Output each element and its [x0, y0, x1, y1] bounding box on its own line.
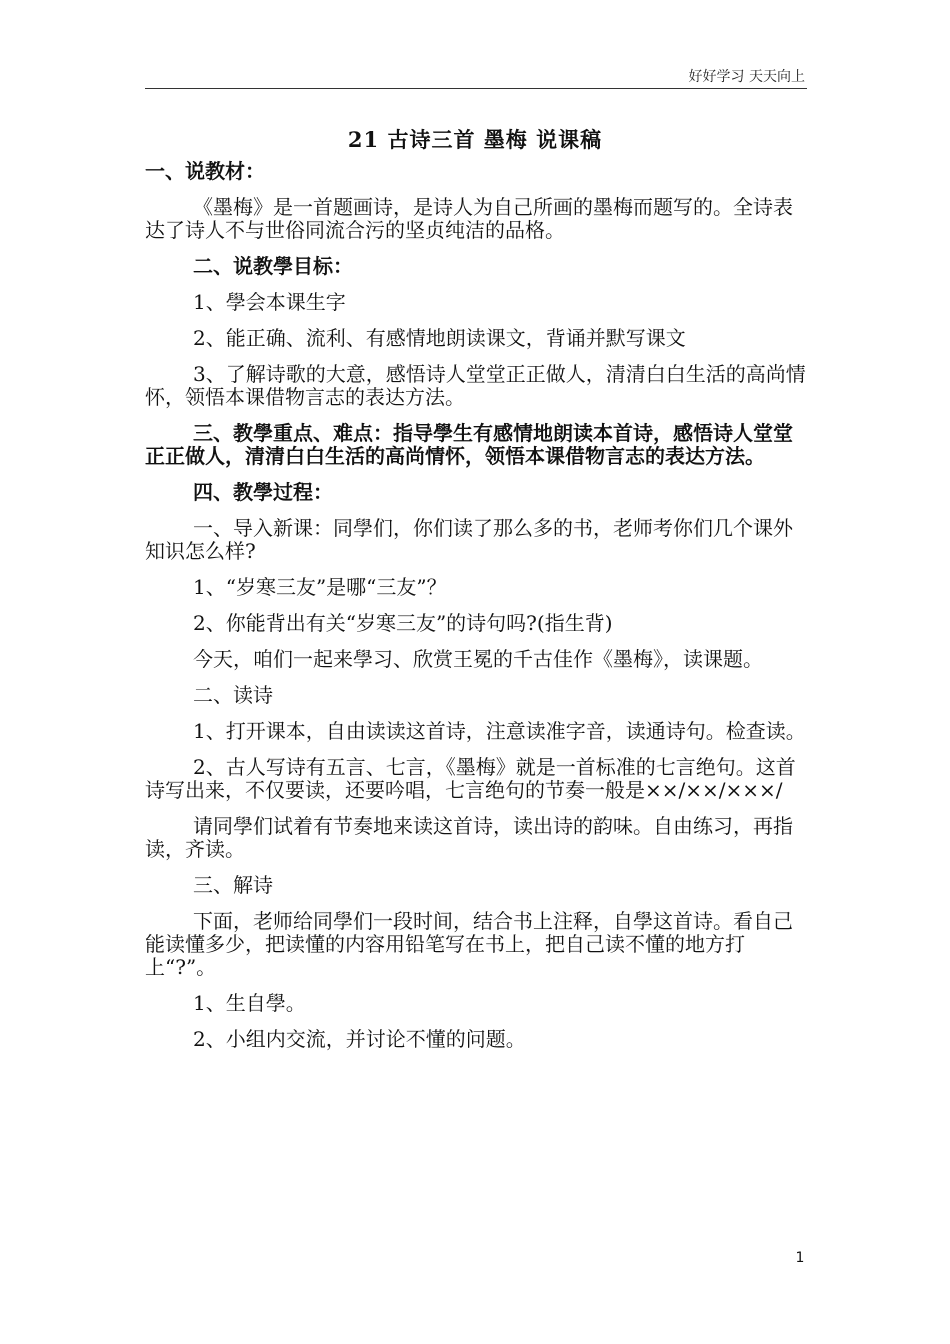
section-heading-process: 四、教學过程：: [193, 480, 333, 504]
list-item: 3、了解诗歌的大意，感悟诗人堂堂正正做人，清清白白生活的高尚情怀，领悟本课借物言志的表达方法。: [145, 362, 806, 409]
list-item: 2、古人写诗有五言、七言，《墨梅》就是一首标准的七言绝句。这首诗写出来，不仅要读，还要吟唱，七言绝句的节奏一般是××/××/×××/: [145, 755, 796, 802]
list-item: 2、小组内交流，并讨论不懂的问题。: [193, 1027, 526, 1051]
paragraph: 今天，咱们一起来學习、欣赏王冕的千古佳作《墨梅》，读课题。: [193, 647, 763, 671]
section-heading-objectives: 二、说教學目标：: [193, 254, 353, 278]
subsection-heading: 三、解诗: [193, 873, 273, 897]
section-heading-textbook: 一、说教材：: [145, 159, 265, 183]
paragraph: 请同學们试着有节奏地来读这首诗，读出诗的韵味。自由练习，再指读，齐读。: [145, 814, 793, 861]
paragraph: 一、导入新课：同學们，你们读了那么多的书，老师考你们几个课外知识怎么样?: [145, 516, 793, 563]
page-header: 好好学习 天天向上: [688, 69, 805, 85]
document-title: 21 古诗三首 墨梅 说课稿: [347, 127, 603, 152]
paragraph: 《墨梅》是一首题画诗，是诗人为自己所画的墨梅而题写的。全诗表达了诗人不与世俗同流合污的坚贞纯洁的品格。: [145, 195, 793, 242]
list-item: 1、“岁寒三友”是哪“三友”？: [193, 575, 447, 599]
page-number: 1: [795, 1250, 805, 1266]
list-item: 1、生自學。: [193, 991, 306, 1015]
list-item: 1、打开课本，自由读读这首诗，注意读准字音，读通诗句。检查读。: [193, 719, 806, 743]
list-item: 1、學会本课生字: [193, 290, 346, 314]
document-body: [145, 160, 810, 1064]
subsection-heading: 二、读诗: [193, 683, 273, 707]
list-item: 2、能正确、流利、有感情地朗读课文，背诵并默写课文: [193, 326, 686, 350]
paragraph: 下面，老师给同學们一段时间，结合书上注释，自學这首诗。看自己能读懂多少，把读懂的内容用铅笔写在书上，把自己读不懂的地方打上“?”。: [145, 909, 793, 979]
list-item: 2、你能背出有关“岁寒三友”的诗句吗?(指生背): [193, 611, 613, 635]
header-divider: [145, 88, 807, 89]
section-heading-key-points: 三、教學重点、难点：指导學生有感情地朗读本首诗，感悟诗人堂堂正正做人，清清白白生活的高尚情怀，领悟本课借物言志的表达方法。: [145, 421, 793, 468]
